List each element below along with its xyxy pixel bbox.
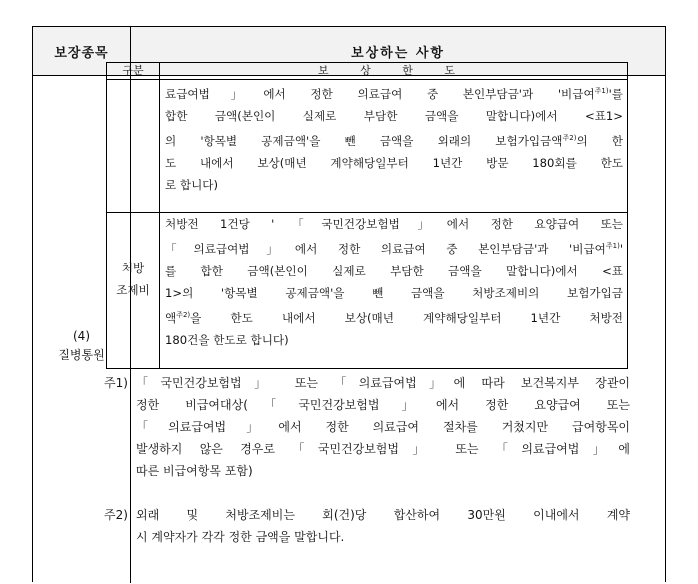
- prescription-limit-text: [165, 213, 623, 351]
- limit-header-limit: 보 상 한 도: [318, 64, 469, 77]
- item-number: (4): [73, 329, 90, 343]
- footnote-1-mark: 주1): [104, 376, 128, 390]
- outpatient-limit-text: [165, 80, 623, 196]
- prescription-line-3: 를 합한 금액(본인이 실제로 부담한 금액을 말합니다)에서 <표: [165, 264, 623, 278]
- footnote-2-mark: 주2): [104, 508, 128, 522]
- footnote-2-body: [136, 504, 630, 548]
- outpatient-line-1: 료급여법」에서 정한 의료급여 중 본인부담금'과 '비급여$^{주1)}$'를: [165, 87, 623, 101]
- prescription-line-2: 「의료급여법」에서 정한 의료급여 중 본인부담금'과 '비급여$^{주1)}$': [165, 242, 623, 256]
- prescription-label-line-2: 조제비: [116, 283, 150, 297]
- header-covered-items: 보상하는 사항: [131, 27, 665, 75]
- prescription-line-6: 180건을 한도로 합니다): [165, 333, 289, 347]
- footnote-2: [104, 504, 630, 548]
- footnote-ref: 주2): [562, 134, 577, 142]
- footnote-1-line-3: 「의료급여법」에서 정한 의료급여 절차를 거쳤지만 급여항목이: [136, 420, 630, 434]
- prescription-line-1: 처방전 1건당 '「국민건강보험법」에서 정한 요양급여 또는: [165, 217, 623, 231]
- header-coverage-type: 보장종목: [33, 27, 130, 75]
- footnotes: [104, 372, 630, 548]
- footnote-1-line-4: 발생하지 않은 경우로 「국민건강보험법」 또는 「의료급여법」에: [136, 442, 630, 456]
- prescription-line-4: 1>의 '항목별 공제금액'을 뺀 금액을 처방조제비의 보험가입금: [165, 286, 623, 300]
- footnote-ref: 주1): [594, 87, 609, 95]
- limit-table: [106, 62, 628, 369]
- outpatient-line-2: 합한 금액(본인이 실제로 부담한 금액을 말합니다)에서 <표1>: [165, 109, 623, 123]
- footnote-1-line-5: 따른 비급여항목 포함): [136, 464, 253, 478]
- footnote-2-line-1: 외래 및 처방조제비는 회(건)당 합산하여 30만원 이내에서 계약: [136, 508, 630, 522]
- limit-header-category: 구분: [122, 64, 144, 77]
- outpatient-line-4: 도 내에서 보상(매년 계약해당일부터 1년간 방문 180회를 한도: [165, 156, 623, 170]
- prescription-label: [107, 257, 159, 301]
- footnote-ref: 주1): [605, 242, 620, 250]
- footnote-ref: 주2): [176, 311, 191, 319]
- limit-table-column-divider: [159, 63, 160, 368]
- prescription-line-5: 액$^{주2)}$을 한도 내에서 보상(매년 계약해당일부터 1년간 처방전: [165, 311, 623, 325]
- item-name: 질병통원: [58, 348, 105, 362]
- footnote-1-line-2: 정한 비급여대상(「국민건강보험법」에서 정한 요양급여 또는: [136, 398, 630, 412]
- prescription-label-line-1: 처방: [121, 261, 145, 275]
- outpatient-line-5: 로 합니다): [165, 178, 219, 192]
- footnote-1-body: [136, 372, 630, 482]
- footnote-1-line-1: 「국민건강보험법」 또는 「의료급여법」에 따라 보건복지부 장관이: [136, 376, 630, 390]
- outpatient-line-3: 의 '항목별 공제금액'을 뺀 금액을 외래의 보험가입금액$^{주2)}$의 한: [165, 134, 623, 148]
- footnote-1: [104, 372, 630, 482]
- footnote-2-line-2: 시 계약자가 각각 정한 금액을 말합니다.: [136, 530, 345, 544]
